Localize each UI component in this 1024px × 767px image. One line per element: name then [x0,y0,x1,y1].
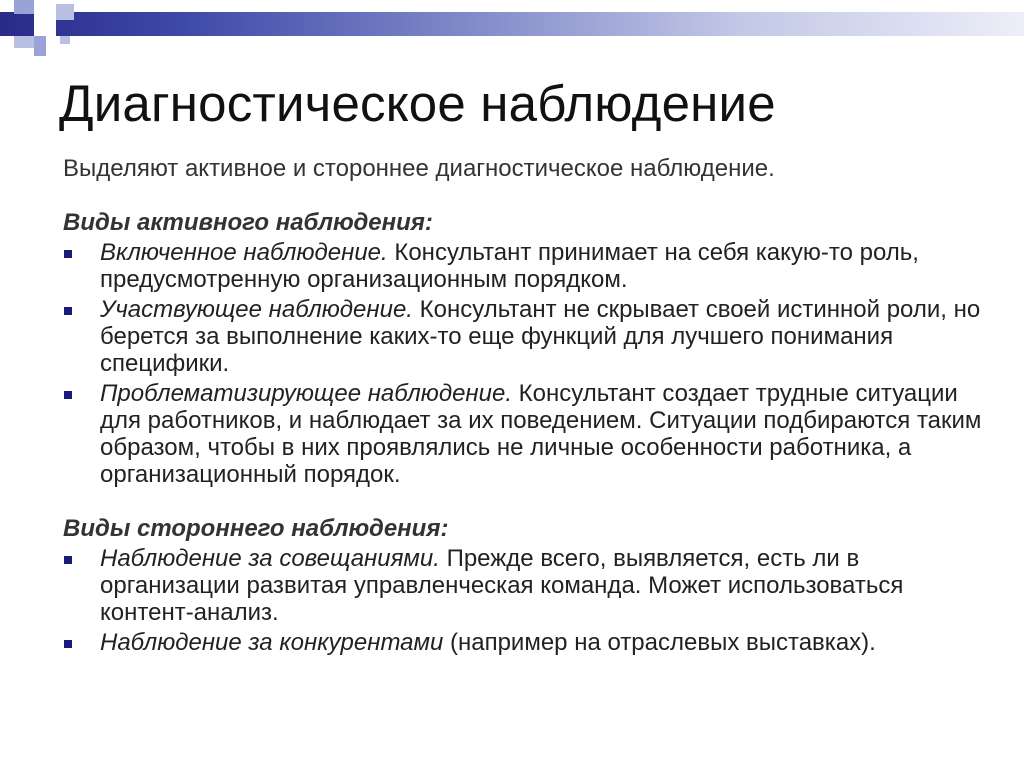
section-heading-external: Виды стороннего наблюдения: [63,515,449,542]
item-term: Наблюдение за конкурентами [100,629,444,656]
slide-title: Диагностическое наблюдение [59,75,776,132]
header-band [0,12,1024,36]
square-bullet-icon [64,250,72,258]
decor-square [34,36,46,56]
list-item [63,545,993,626]
section-heading-active: Виды активного наблюдения: [63,209,433,236]
square-bullet-icon [64,640,72,648]
list-item [63,296,993,377]
decor-square [56,4,74,20]
decor-square [34,12,56,36]
slide-body [63,155,993,683]
list-item [63,380,993,488]
list-item [63,239,993,293]
active-observation-list [63,239,993,488]
item-term: Включенное наблюдение. [100,239,388,266]
square-bullet-icon [64,556,72,564]
item-text: Консультант не скрывает своей истинной роли, но берется за выполнение каких-то еще функций для лучшего понимания специфики. [100,296,981,377]
intro-text: Выделяют активное и стороннее диагностическое наблюдение. [63,155,775,182]
item-text: Консультант принимает на себя какую-то роль, предусмотренную организационным порядком. [100,239,919,293]
item-term: Наблюдение за совещаниями. [100,545,440,572]
item-text: Прежде всего, выявляется, есть ли в организации развитая управленческая команда. Может использоваться контент-анализ. [100,545,904,626]
list-item [63,629,993,656]
item-text: Консультант создает трудные ситуации для работников, и наблюдает за их поведением. Ситуации подбираются таким образом, чтобы в них проявлялись не личные особенности работника, а организационный порядок. [100,380,982,488]
decor-square [14,0,34,14]
item-term: Участвующее наблюдение. [100,296,413,323]
square-bullet-icon [64,391,72,399]
item-term: Проблематизирующее наблюдение. [100,380,512,407]
square-bullet-icon [64,307,72,315]
decor-square [60,36,70,44]
decor-square [14,36,34,48]
item-text: (например на отраслевых выставках). [443,629,876,656]
external-observation-list [63,545,993,656]
